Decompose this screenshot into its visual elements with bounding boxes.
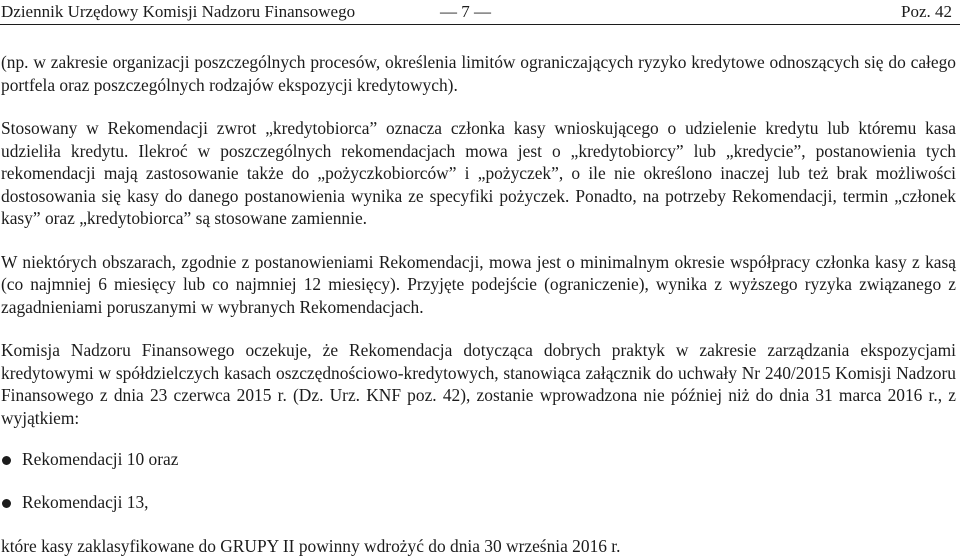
bullet-icon <box>2 456 11 465</box>
page-number: — 7 — <box>440 2 491 21</box>
page-header <box>0 0 960 24</box>
journal-title: Dziennik Urzędowy Komisji Nadzoru Finansowego <box>1 2 356 21</box>
list-item <box>1 491 956 514</box>
header-rule <box>0 24 960 25</box>
list-item-text: Rekomendacji 10 oraz <box>22 449 179 469</box>
paragraph-portfolio-scope: (np. w zakresie organizacji poszczególnych procesów, określenia limitów ograniczających ryzyko kredytowe odnoszących się do całego portfela oraz poszczególnych rodzajów ekspozycji kredytowych). <box>1 52 956 95</box>
closing-line: które kasy zaklasyfikowane do GRUPY II powinny wdrożyć do dnia 30 września 2016 r. <box>1 536 621 556</box>
list-item-text: Rekomendacji 13, <box>22 491 149 512</box>
bullet-icon <box>2 499 11 508</box>
list-item <box>1 448 956 471</box>
exceptions-list <box>1 448 956 513</box>
paragraph-implementation-deadline: Komisja Nadzoru Finansowego oczekuje, że Rekomendacja dotycząca dobrych praktyk w zakresie zarządzania ekspozycjami kredytowymi w spółdzielczych kasach oszczędnościowo-kredytowych, stanowiąca załącznik do uchwały Nr 240/2015 Komisji Nadzoru Finansowego z dnia 23 czerwca 2015 r. (Dz. Urz. KNF poz. 42), zostanie wprowadzona nie później niż do dnia 31 marca 2016 r., z wyjątkiem: <box>1 340 956 428</box>
paragraph-borrower-definition: Stosowany w Rekomendacji zwrot „kredytobiorca” oznacza członka kasy wnioskującego o udzielenie kredytu lub któremu kasa udzieliła kredytu. Ilekroć w poszczególnych rekomendacjach mowa jest o „kredytobiorcy” lub „kredycie”, postanowienia tych rekomendacji mają zastosowanie także do „pożyczkobiorców” i „pożyczek”, o ile nie określono inaczej lub też brak możliwości dostosowania się kasy do danego postanowienia wynika ze specyfiki pożyczek. Ponadto, na potrzeby Rekomendacji, termin „członek kasy” oraz „kredytobiorca” są stosowane zamiennie. <box>1 118 956 228</box>
document-body <box>1 51 956 513</box>
paragraph-cooperation-period: W niektórych obszarach, zgodnie z postanowieniami Rekomendacji, mowa jest o minimalnym okresie współpracy członka kasy z kasą (co najmniej 6 miesięcy lub co najmniej 12 miesięcy). Przyjęte podejście (ograniczenie), wynika z wyższego ryzyka związanego z zagadnieniami poruszanymi w wybranych Rekomendacjach. <box>1 251 956 317</box>
position-number: Poz. 42 <box>901 2 952 21</box>
